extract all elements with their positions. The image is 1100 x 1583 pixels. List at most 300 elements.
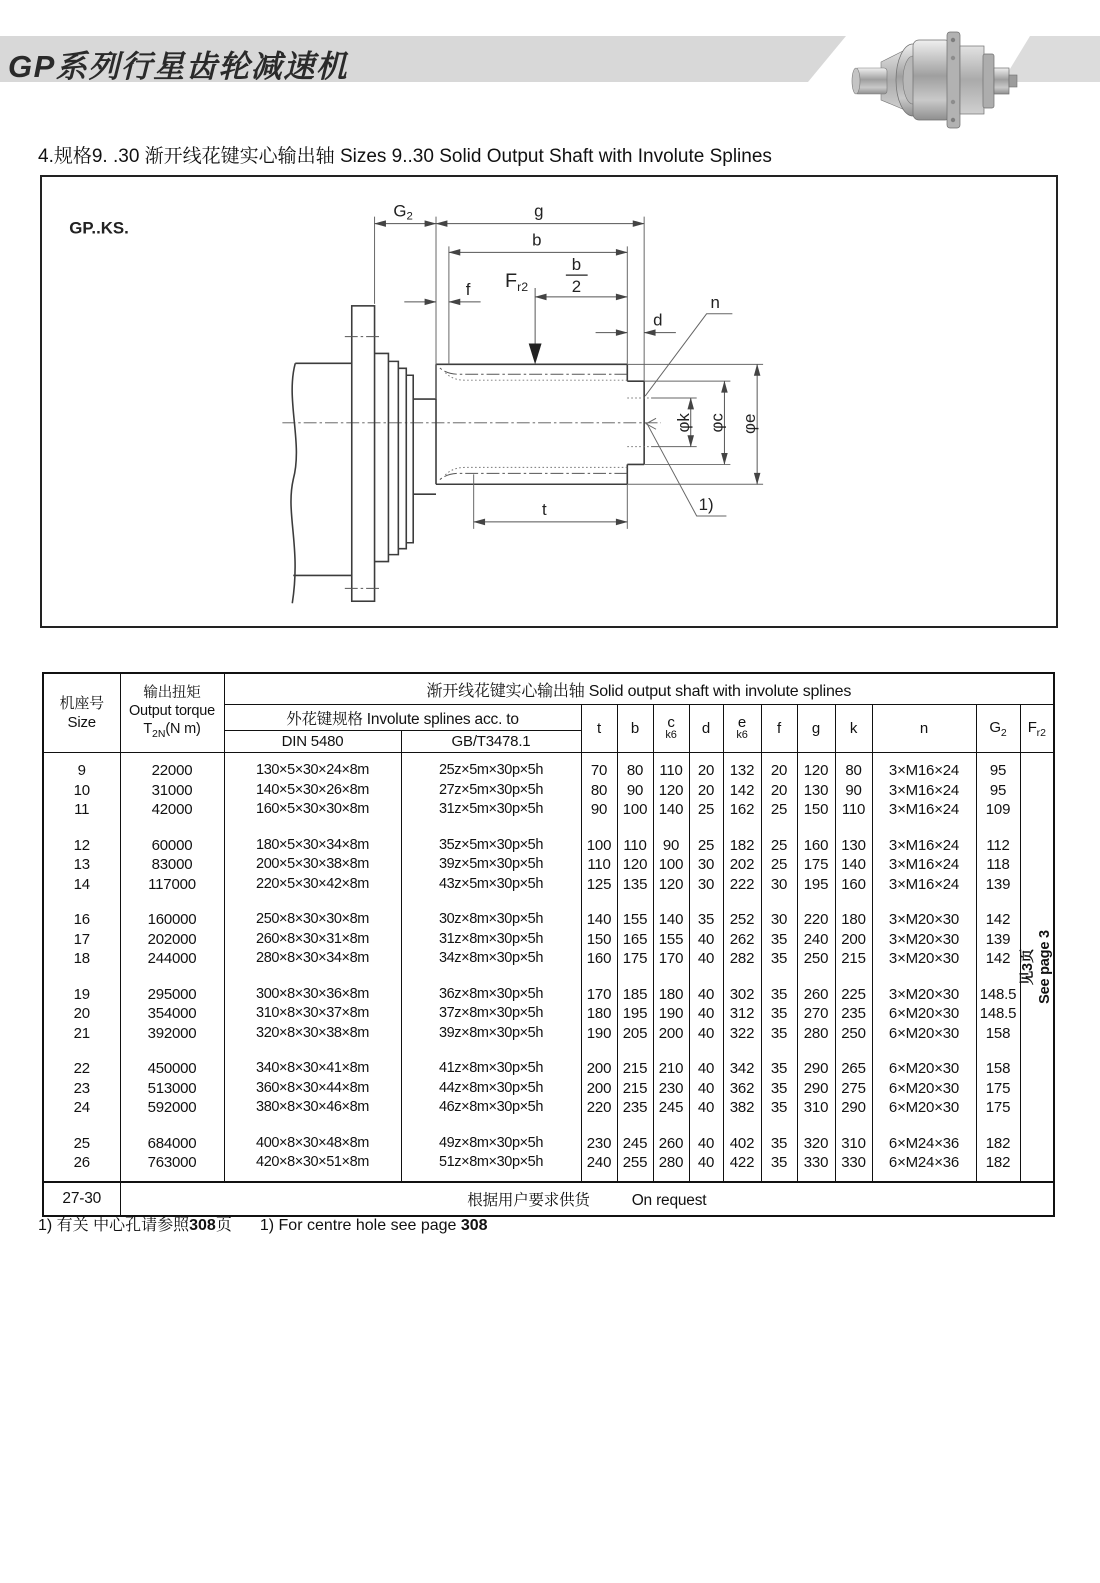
cell: 51z×8m×30p×5h [401,1153,581,1182]
cell: 35 [689,902,723,930]
cell: 160000 [120,902,224,930]
cell: 40 [689,930,723,950]
cell: 42000 [120,800,224,828]
label-n: n [710,292,720,312]
table-row-on-request [43,1182,1054,1216]
cell: 39z×5m×30p×5h [401,855,581,875]
cell: 260 [653,1126,689,1154]
cell: 250×8×30×30×8m [224,902,401,930]
cell: 135 [617,875,653,903]
cell: 40 [689,1051,723,1079]
cell: 235 [835,1004,872,1024]
cell: 185 [617,977,653,1005]
cell: 130 [835,828,872,856]
col-header-t: t [581,705,617,753]
cell: 195 [617,1004,653,1024]
cell: 360×8×30×44×8m [224,1079,401,1099]
cell: 275 [835,1079,872,1099]
cell: 195 [797,875,835,903]
cell: 25 [761,828,797,856]
step-ring [388,361,398,554]
cell: 20 [761,781,797,801]
cell: 40 [689,949,723,977]
on-request-cell: 根据用户要求供货 On request [120,1182,1054,1216]
col-header-b: b [617,705,653,753]
spline-lines [438,366,627,481]
cell: 110 [835,800,872,828]
cell: 142 [723,781,761,801]
cell: 240 [581,1153,617,1182]
cell: 148.5 [976,1004,1020,1024]
cell: 150 [797,800,835,828]
cell: 90 [653,828,689,856]
cell: 44z×8m×30p×5h [401,1079,581,1099]
cell: 230 [653,1079,689,1099]
table-row [43,753,1054,781]
cell: 35 [761,949,797,977]
fr2-see-page-note: 见3页 See page 3 [1019,929,1053,1004]
cell: 245 [617,1126,653,1154]
cell: 95 [976,753,1020,781]
cell: 200 [835,930,872,950]
cell: 280 [653,1153,689,1182]
cell: 30 [761,875,797,903]
cell: 160×5×30×30×8m [224,800,401,828]
cell: 80 [835,753,872,781]
label-phi-k: φk [673,413,693,433]
cell: 90 [835,781,872,801]
cell: 158 [976,1051,1020,1079]
svg-text:2: 2 [571,276,582,296]
cell: 310×8×30×37×8m [224,1004,401,1024]
cell: 225 [835,977,872,1005]
cell: 280 [797,1024,835,1052]
cell: 220×5×30×42×8m [224,875,401,903]
cell: 39z×8m×30p×5h [401,1024,581,1052]
cell: 30 [689,855,723,875]
cell: 100 [617,800,653,828]
cell: 25 [689,828,723,856]
cell: 35 [761,1153,797,1182]
cell: 46z×8m×30p×5h [401,1098,581,1126]
cell: 270 [797,1004,835,1024]
label-phi-e: φe [740,413,760,434]
section-title: 4.规格9. .30 渐开线花键实心输出轴 Sizes 9..30 Solid Output Shaft with Involute Splines [38,146,772,167]
cell: 684000 [120,1126,224,1154]
col-header-size: 机座号 Size [43,673,120,753]
cell: 148.5 [976,977,1020,1005]
cell: 215 [617,1051,653,1079]
cell: 290 [797,1079,835,1099]
cell: 35 [761,1098,797,1126]
cell: 160 [581,949,617,977]
cell: 95 [976,781,1020,801]
cell: 3×M20×30 [872,949,976,977]
footnote: 1) 有关 中心孔请参照308页 1) For centre hole see page 308 [38,1217,488,1234]
cell: 41z×8m×30p×5h [401,1051,581,1079]
cell: 25 [689,800,723,828]
cell: 262 [723,930,761,950]
cell: 35 [761,1024,797,1052]
cell: 35 [761,1126,797,1154]
cell: 220 [797,902,835,930]
label-d: d [653,310,663,330]
cell: 260×8×30×31×8m [224,930,401,950]
cell: 35 [761,1079,797,1099]
cell: 13 [43,855,120,875]
cell: 34z×8m×30p×5h [401,949,581,977]
table-row [43,977,1054,1005]
flange-plate [352,306,375,601]
diagram-model-label: GP..KS. [69,218,129,238]
table-row [43,875,1054,903]
cell: 180×5×30×34×8m [224,828,401,856]
cell: 40 [689,1024,723,1052]
cell: 31z×8m×30p×5h [401,930,581,950]
cell: 27-30 [43,1182,120,1216]
table-row [43,1126,1054,1154]
cell: 35 [761,1004,797,1024]
col-header-g: g [797,705,835,753]
cell: 40 [689,1079,723,1099]
cell: 14 [43,875,120,903]
cell: 202000 [120,930,224,950]
col-header-k: k [835,705,872,753]
cell: 202 [723,855,761,875]
cell: 24 [43,1098,120,1126]
cell: 340×8×30×41×8m [224,1051,401,1079]
output-shaft [436,364,644,484]
cell: 235 [617,1098,653,1126]
cell: 190 [581,1024,617,1052]
cell: 40 [689,1004,723,1024]
svg-text:b: b [571,255,582,275]
cell: 200×5×30×38×8m [224,855,401,875]
cell: 35z×5m×30p×5h [401,828,581,856]
cell: 200 [581,1051,617,1079]
cell: 37z×8m×30p×5h [401,1004,581,1024]
cell: 200 [581,1079,617,1099]
cell: 21 [43,1024,120,1052]
cell: 6×M20×30 [872,1098,976,1126]
cell: 282 [723,949,761,977]
label-Fr2: $F_{r2}$ [505,270,529,294]
cell: 109 [976,800,1020,828]
cell: 18 [43,949,120,977]
cell: 11 [43,800,120,828]
cell: 170 [581,977,617,1005]
label-f: f [465,279,471,299]
cell: 140 [835,855,872,875]
cell: 3×M16×24 [872,875,976,903]
table-row [43,1153,1054,1182]
cell: 20 [761,753,797,781]
step-ring [375,353,389,561]
cell: 3×M20×30 [872,977,976,1005]
cell: 20 [689,781,723,801]
cell: 25 [761,855,797,875]
cell: 422 [723,1153,761,1182]
cell: 80 [581,781,617,801]
table-body [43,753,1054,1216]
cell: 250 [835,1024,872,1052]
cell: 120 [797,753,835,781]
cell: 220 [581,1098,617,1126]
cell: 40 [689,1126,723,1154]
cell: 244000 [120,949,224,977]
cell: 592000 [120,1098,224,1126]
cell: 83000 [120,855,224,875]
label-phi-c: φc [707,413,727,433]
cell: 160 [797,828,835,856]
cell: 342 [723,1051,761,1079]
cell: 120 [653,875,689,903]
col-header-c: c k6 [653,705,689,753]
cell: 25 [761,800,797,828]
cell: 100 [581,828,617,856]
table-row [43,1051,1054,1079]
cell: 3×M16×24 [872,781,976,801]
col-header-f: f [761,705,797,753]
cell: 3×M16×24 [872,855,976,875]
cell: 330 [835,1153,872,1182]
cell: 175 [797,855,835,875]
cell: 155 [617,902,653,930]
cell: 35 [761,1051,797,1079]
cell: 31z×5m×30p×5h [401,800,581,828]
cell: 30 [689,875,723,903]
cell: 20 [689,753,723,781]
col-header-gb: GB/T3478.1 [401,731,581,753]
fr2-see-page-cell [1020,753,1054,1182]
cell: 30 [761,902,797,930]
cell: 175 [976,1098,1020,1126]
cell: 140×5×30×26×8m [224,781,401,801]
cell: 182 [976,1153,1020,1182]
cell: 31000 [120,781,224,801]
cell: 165 [617,930,653,950]
cell: 230 [581,1126,617,1154]
cell: 175 [976,1079,1020,1099]
cell: 252 [723,902,761,930]
cell: 26 [43,1153,120,1182]
col-header-d: d [689,705,723,753]
cell: 250 [797,949,835,977]
cell: 322 [723,1024,761,1052]
cell: 180 [653,977,689,1005]
cell: 132 [723,753,761,781]
gearbox-photo [852,32,1017,128]
cell: 3×M20×30 [872,902,976,930]
cell: 400×8×30×48×8m [224,1126,401,1154]
cell: 142 [976,902,1020,930]
label-t: t [542,499,547,519]
cell: 80 [617,753,653,781]
cell: 25 [43,1126,120,1154]
cell: 49z×8m×30p×5h [401,1126,581,1154]
cell: 110 [581,855,617,875]
col-header-torque: 输出扭矩 Output torque $T_{2N}(N$ m) [120,673,224,753]
cell: 130 [797,781,835,801]
cell: 25z×5m×30p×5h [401,753,581,781]
page-title: GP系列行星齿轮减速机 [8,49,349,84]
cell: 120 [617,855,653,875]
cell: 320 [797,1126,835,1154]
label-b: b [532,230,542,250]
dimension-diagram [42,177,1056,626]
col-header-e: e k6 [723,705,761,753]
cell: 190 [653,1004,689,1024]
cell: 3×M16×24 [872,828,976,856]
table-row [43,949,1054,977]
cell: 260 [797,977,835,1005]
cell: 290 [835,1098,872,1126]
cell: 3×M16×24 [872,753,976,781]
cell: 280×8×30×34×8m [224,949,401,977]
cell: 40 [689,977,723,1005]
cell: 43z×5m×30p×5h [401,875,581,903]
housing-torn-edge [291,363,296,603]
cell: 354000 [120,1004,224,1024]
cell: 245 [653,1098,689,1126]
cell: 380×8×30×46×8m [224,1098,401,1126]
cell: 35 [761,930,797,950]
table-row [43,1098,1054,1126]
col-header-Fr2: $F_{r2}$ [1020,705,1054,753]
cell: 763000 [120,1153,224,1182]
cell: 210 [653,1051,689,1079]
label-b-half [566,255,588,296]
cell: 23 [43,1079,120,1099]
table-row [43,828,1054,856]
cell: 3×M16×24 [872,800,976,828]
cell: 382 [723,1098,761,1126]
step-ring [398,368,406,548]
table-row [43,1079,1054,1099]
cell: 240 [797,930,835,950]
cell: 3×M20×30 [872,930,976,950]
col-header-din: DIN 5480 [224,731,401,753]
cell: 40 [689,1153,723,1182]
cell: 40 [689,1098,723,1126]
col-header-G2: $G_2$ [976,705,1020,753]
cell: 6×M24×36 [872,1126,976,1154]
cell: 420×8×30×51×8m [224,1153,401,1182]
cell: 10 [43,781,120,801]
cell: 117000 [120,875,224,903]
cell: 140 [581,902,617,930]
cell: 150 [581,930,617,950]
cell: 175 [617,949,653,977]
cell: 139 [976,930,1020,950]
cell: 90 [581,800,617,828]
cell: 6×M20×30 [872,1004,976,1024]
cell: 22 [43,1051,120,1079]
cell: 27z×5m×30p×5h [401,781,581,801]
cell: 362 [723,1079,761,1099]
table-row [43,930,1054,950]
cell: 200 [653,1024,689,1052]
cell: 70 [581,753,617,781]
cell: 12 [43,828,120,856]
label-note1: 1) [698,495,714,515]
cell: 16 [43,902,120,930]
label-g: g [534,201,544,221]
cell: 330 [797,1153,835,1182]
spec-table [42,672,1055,1217]
table-row [43,902,1054,930]
cell: 205 [617,1024,653,1052]
cell: 110 [653,753,689,781]
cell: 112 [976,828,1020,856]
cell: 158 [976,1024,1020,1052]
table-row [43,1024,1054,1052]
cell: 160 [835,875,872,903]
cell: 6×M20×30 [872,1079,976,1099]
cell: 513000 [120,1079,224,1099]
col-header-splines-acc: 外花键规格 Involute splines acc. to [224,705,581,731]
cell: 36z×8m×30p×5h [401,977,581,1005]
cell: 402 [723,1126,761,1154]
cell: 120 [653,781,689,801]
group-header-solid-shaft: 渐开线花键实心输出轴 Solid output shaft with involute splines [224,673,1054,705]
cell: 155 [653,930,689,950]
cell: 142 [976,949,1020,977]
fr2-force-arrow [529,288,542,364]
cell: 295000 [120,977,224,1005]
cell: 310 [797,1098,835,1126]
cell: 6×M20×30 [872,1051,976,1079]
cell: 182 [976,1126,1020,1154]
cell: 139 [976,875,1020,903]
cell: 140 [653,800,689,828]
table-row [43,855,1054,875]
cell: 215 [835,949,872,977]
col-header-n: n [872,705,976,753]
label-G2: G2 [393,201,413,223]
cell: 130×5×30×24×8m [224,753,401,781]
cell: 320×8×30×38×8m [224,1024,401,1052]
cell: 17 [43,930,120,950]
cell: 180 [581,1004,617,1024]
cell: 140 [653,902,689,930]
cell: 450000 [120,1051,224,1079]
cell: 125 [581,875,617,903]
cell: 265 [835,1051,872,1079]
cell: 170 [653,949,689,977]
cell: 20 [43,1004,120,1024]
cell: 35 [761,977,797,1005]
cell: 290 [797,1051,835,1079]
table-row [43,1004,1054,1024]
cell: 19 [43,977,120,1005]
cell: 300×8×30×36×8m [224,977,401,1005]
cell: 215 [617,1079,653,1099]
cell: 6×M20×30 [872,1024,976,1052]
cell: 118 [976,855,1020,875]
cell: 90 [617,781,653,801]
cell: 6×M24×36 [872,1153,976,1182]
cell: 162 [723,800,761,828]
cell: 110 [617,828,653,856]
cell: 392000 [120,1024,224,1052]
table-row [43,800,1054,828]
cell: 302 [723,977,761,1005]
dimension-diagram-box [40,175,1058,628]
cell: 255 [617,1153,653,1182]
cell: 9 [43,753,120,781]
table-row [43,781,1054,801]
